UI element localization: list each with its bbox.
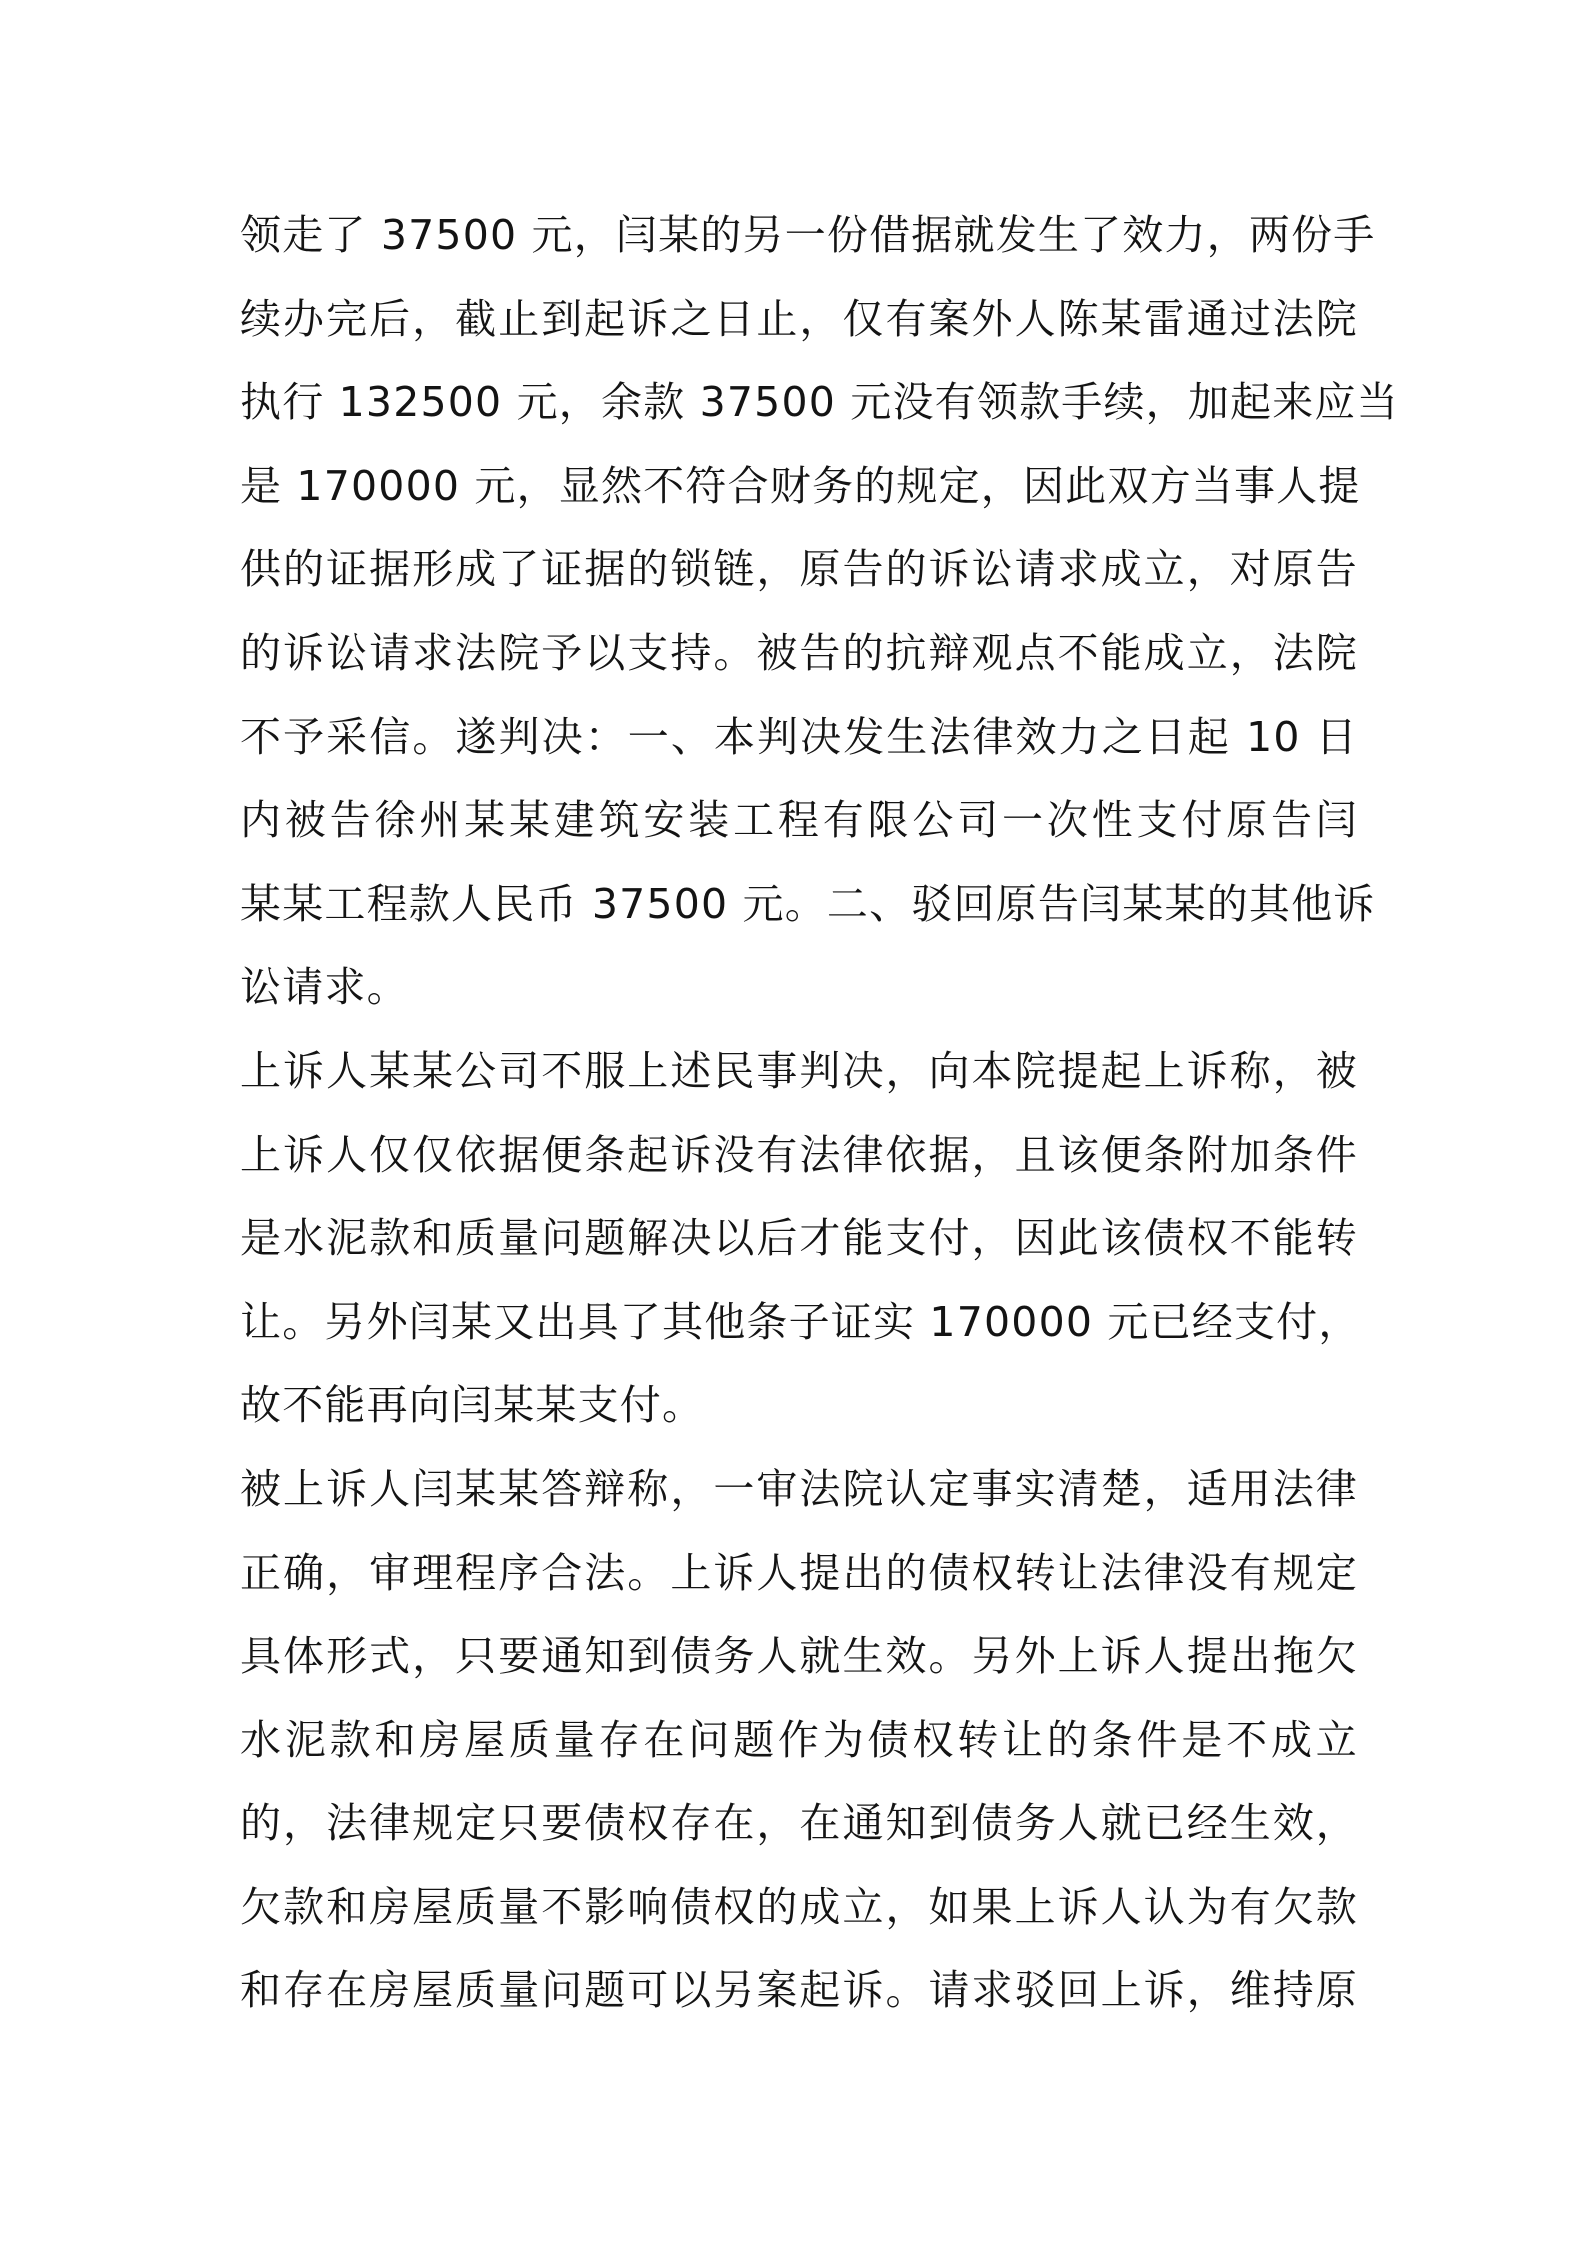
text-line: 执行 132500 元，余款 37500 元没有领款手续，加起来应当	[240, 378, 1399, 427]
text-line: 内被告徐州某某建筑安装工程有限公司一次性支付原告闫	[240, 796, 1358, 845]
text-line: 和存在房屋质量问题可以另案起诉。请求驳回上诉，维持原	[240, 1966, 1358, 2015]
text-line: 不予采信。遂判决：一、本判决发生法律效力之日起 10 日	[240, 712, 1358, 761]
text-line: 水泥款和房屋质量存在问题作为债权转让的条件是不成立	[240, 1715, 1358, 1764]
text-line: 某某工程款人民币 37500 元。二、驳回原告闫某某的其他诉	[240, 879, 1376, 928]
text-line: 是 170000 元，显然不符合财务的规定，因此双方当事人提	[240, 461, 1361, 510]
text-line: 让。另外闫某又出具了其他条子证实 170000 元已经支付，	[240, 1297, 1361, 1346]
text-line: 故不能再向闫某某支付。	[240, 1381, 705, 1430]
text-line: 讼请求。	[240, 963, 409, 1012]
text-line: 被上诉人闫某某答辩称，一审法院认定事实清楚，适用法律	[240, 1464, 1358, 1513]
text-line: 的，法律规定只要债权存在，在通知到债务人就已经生效，	[240, 1799, 1358, 1848]
document-body	[240, 194, 1399, 2033]
text-line: 上诉人仅仅依据便条起诉没有法律依据，且该便条附加条件	[240, 1130, 1358, 1179]
text-line: 欠款和房屋质量不影响债权的成立，如果上诉人认为有欠款	[240, 1882, 1358, 1931]
text-line: 领走了 37500 元，闫某的另一份借据就发生了效力，两份手	[240, 211, 1376, 259]
text-line: 正确，审理程序合法。上诉人提出的债权转让法律没有规定	[240, 1548, 1358, 1597]
text-line: 供的证据形成了证据的锁链，原告的诉讼请求成立，对原告	[240, 545, 1358, 594]
text-line: 上诉人某某公司不服上述民事判决，向本院提起上诉称，被	[240, 1046, 1358, 1095]
text-line: 的诉讼请求法院予以支持。被告的抗辩观点不能成立，法院	[240, 628, 1358, 677]
text-line: 具体形式，只要通知到债务人就生效。另外上诉人提出拖欠	[240, 1632, 1358, 1681]
text-line: 续办完后，截止到起诉之日止，仅有案外人陈某雷通过法院	[240, 294, 1358, 343]
text-line: 是水泥款和质量问题解决以后才能支付，因此该债权不能转	[240, 1214, 1358, 1263]
